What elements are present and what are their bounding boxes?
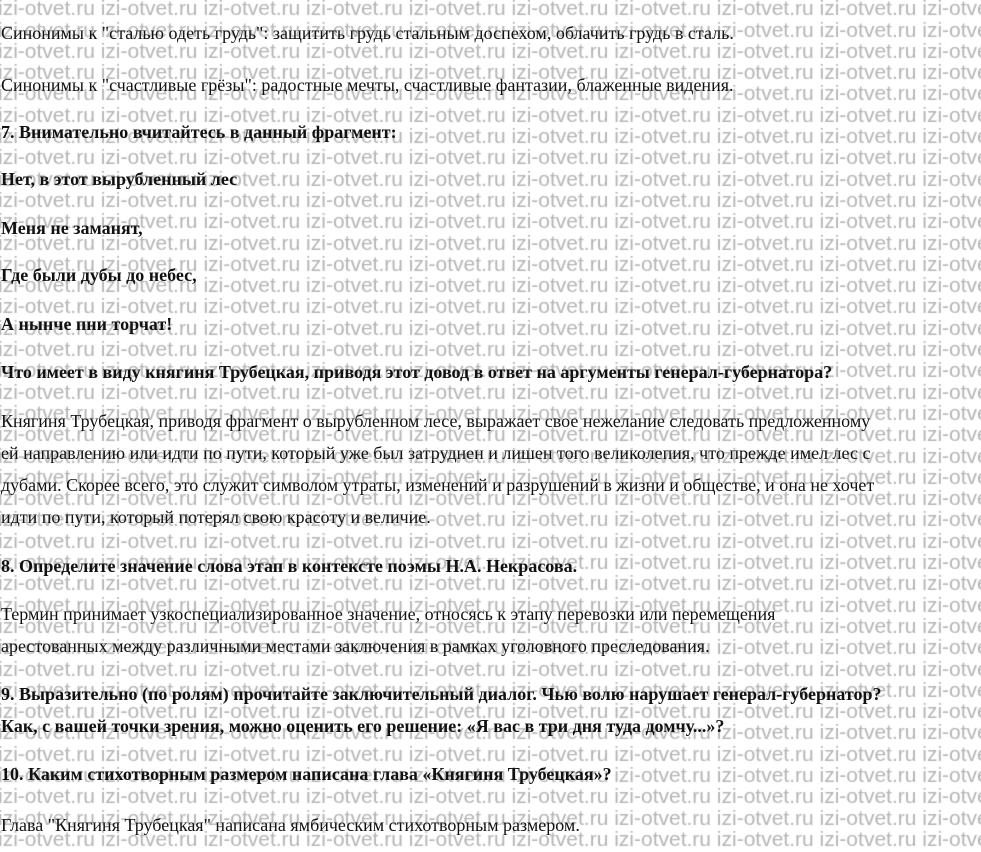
answer-line: дубами. Скорее всего, это служит символом утраты, изменений и разрушений в жизни и обществе, и она не хочет: [1, 475, 875, 495]
question-line: Где были дубы до небес,: [1, 265, 197, 285]
answer-line: ей направлению или идти по пути, который уже был затруднен и лишен того великолепия, что прежде имел лес с: [1, 443, 871, 463]
answer-line: Глава "Княгиня Трубецкая" написана ямбическим стихотворным размером.: [1, 815, 580, 835]
question-line: 8. Определите значение слова этап в контексте поэмы Н.А. Некрасова.: [1, 556, 578, 576]
question-line: 7. Внимательно вчитайтесь в данный фрагмент:: [1, 122, 397, 142]
question-line: Нет, в этот вырубленный лес: [1, 169, 238, 189]
question-line: 10. Каким стихотворным размером написана глава «Княгиня Трубецкая»?: [1, 764, 612, 784]
question-line: Что имеет в виду княгиня Трубецкая, приводя этот довод в ответ на аргументы генерал-губернатора?: [1, 362, 833, 382]
answer-line: Синонимы к "счастливые грёзы": радостные мечты, счастливые фантазии, блаженные видения.: [1, 75, 734, 95]
question-line: А нынче пни торчат!: [1, 314, 173, 334]
question-line: Меня не заманят,: [1, 218, 143, 238]
question-line: 9. Выразительно (по ролям) прочитайте заключительный диалог. Чью волю нарушает генерал-губернатор?: [1, 684, 882, 704]
answer-line: Княгиня Трубецкая, приводя фрагмент о вырубленном лесе, выражает свое нежелание следовать предложенному: [1, 411, 871, 431]
question-line: Как, с вашей точки зрения, можно оценить его решение: «Я вас в три дня туда домчу...»?: [1, 716, 725, 736]
answer-line: Термин принимает узкоспециализированное значение, относясь к этапу перевозки или перемещения: [1, 604, 776, 624]
answer-line: Синонимы к "сталью одеть грудь": защитить грудь стальным доспехом, облачить грудь в сталь.: [1, 23, 734, 43]
answer-line: арестованных между различными местами заключения в рамках уголовного преследования.: [1, 636, 710, 656]
answer-line: идти по пути, который потерял свою красоту и величие.: [1, 507, 431, 527]
